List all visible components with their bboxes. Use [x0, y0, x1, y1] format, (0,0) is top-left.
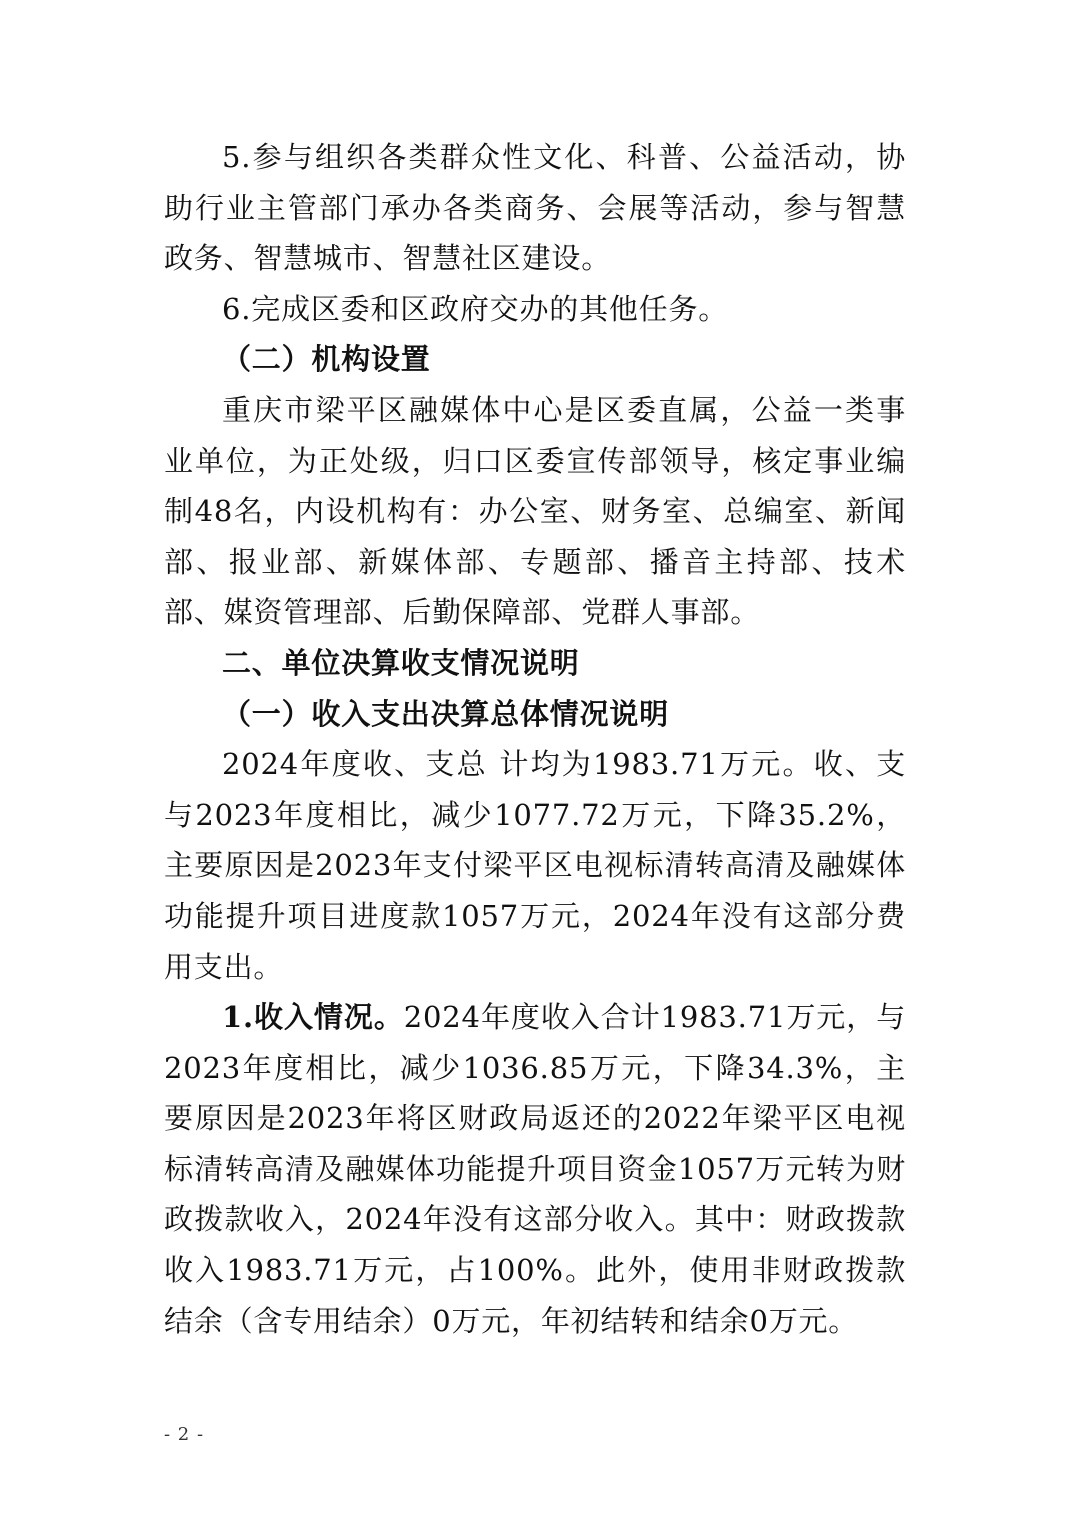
section-heading-overall: （一）收入支出决算总体情况说明 [222, 696, 670, 731]
paragraph-duty-5: 5.参与组织各类群众性文化、科普、公益活动，协助行业主管部门承办各类商务、会展等活动，参与智慧政务、智慧城市、智慧社区建设。 [164, 140, 906, 276]
paragraph-income [164, 992, 906, 1346]
paragraph-duty-6: 6.完成区委和区政府交办的其他任务。 [222, 291, 729, 326]
page-content [164, 132, 906, 1346]
chapter-heading-budget: 二、单位决算收支情况说明 [222, 645, 580, 680]
income-text: 2024年度收入合计1983.71万元，与2023年度相比，减少1036.85万元，下降34.3%，主要原因是2023年将区财政局返还的2022年梁平区电视标清转高清及融媒体功能提升项目资金1057万元转为财政拨款收入，2024年没有这部分收入。其中：财政拨款收入1983.71万元，占100%。此外，使用非财政拨款结余（含专用结余）0万元，年初结转和结余0万元。 [164, 1000, 907, 1338]
section-heading-organization: （二）机构设置 [222, 342, 431, 377]
paragraph-overall: 2024年度收、支总 计均为1983.71万元。收、支与2023年度相比，减少1077.72万元，下降35.2%，主要原因是2023年支付梁平区电视标清转高清及融媒体功能提升项目进度款1057万元，2024年没有这部分费用支出。 [164, 747, 906, 984]
paragraph-organization: 重庆市梁平区融媒体中心是区委直属，公益一类事业单位，为正处级，归口区委宣传部领导，核定事业编制48名，内设机构有：办公室、财务室、总编室、新闻部、报业部、新媒体部、专题部、播音主持部、技术部、媒资管理部、后勤保障部、党群人事部。 [164, 392, 906, 630]
income-lead: 1.收入情况。 [222, 1000, 404, 1035]
page-number: - 2 - [164, 1424, 205, 1445]
